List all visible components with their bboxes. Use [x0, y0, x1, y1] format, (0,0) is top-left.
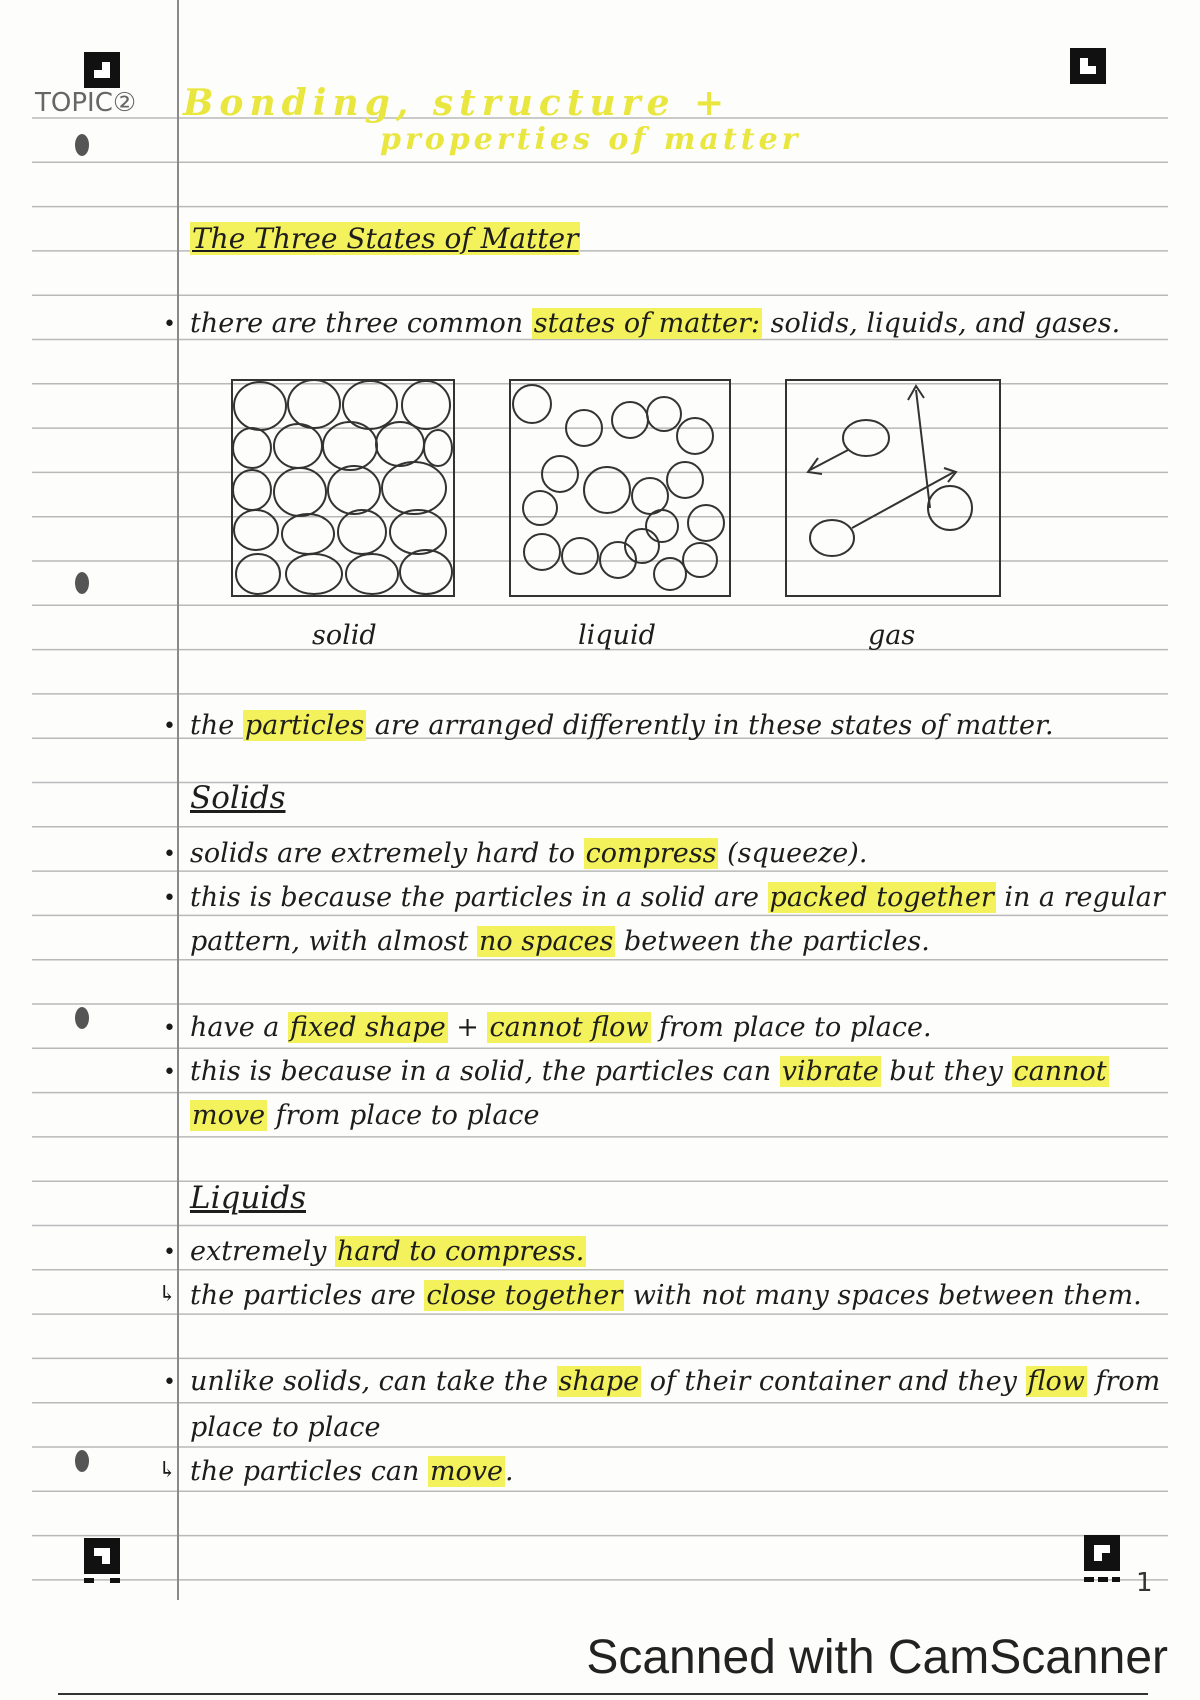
caption-liquid: liquid — [578, 620, 656, 651]
bullet-icon: • — [163, 886, 176, 911]
corner-marker-bottom-right — [1084, 1535, 1120, 1585]
liquids-line-1: extremely hard to compress. — [190, 1236, 585, 1267]
solids-heading: Solids — [190, 780, 286, 816]
liquid-particles — [513, 385, 724, 590]
caption-gas: gas — [868, 620, 916, 651]
intro-line: there are three common states of matter: solids, liquids, and gases. — [190, 308, 1121, 339]
liquid-box — [510, 380, 730, 596]
binder-hole-icon — [72, 132, 92, 158]
solid-particles — [233, 380, 452, 594]
bullet-icon: • — [163, 1016, 176, 1041]
bullet-icon: • — [163, 714, 176, 739]
bullet-icon: • — [163, 312, 176, 337]
liquids-line-2: the particles are close together with not many spaces between them. — [190, 1280, 1142, 1311]
binder-hole-icon — [72, 570, 92, 596]
topic-label: TOPIC② — [35, 88, 137, 118]
bullet-icon: • — [163, 1060, 176, 1085]
sub-arrow-icon: ↳ — [158, 1458, 177, 1483]
solid-box — [232, 380, 454, 596]
particles-line: the particles are arranged differently in these states of matter. — [190, 710, 1054, 741]
page-title-line1: Bonding, structure + — [183, 82, 731, 124]
solids-line-4: have a fixed shape + cannot flow from place to place. — [190, 1012, 932, 1043]
corner-marker-bottom-left — [84, 1538, 120, 1584]
bottom-rule — [58, 1692, 1148, 1696]
page-number: 1 — [1136, 1568, 1153, 1598]
corner-marker-top-left — [84, 52, 120, 88]
liquids-heading: Liquids — [190, 1180, 306, 1216]
sub-arrow-icon: ↳ — [158, 1282, 177, 1307]
page-title-line2: properties of matter — [380, 122, 802, 157]
gas-particles — [808, 386, 972, 556]
corner-marker-top-right — [1070, 48, 1106, 84]
bullet-icon: • — [163, 842, 176, 867]
states-of-matter-diagram — [230, 378, 1010, 600]
section-heading: The Three States of Matter — [192, 222, 579, 255]
bullet-icon: • — [163, 1370, 176, 1395]
caption-solid: solid — [312, 620, 377, 651]
solids-line-5: this is because in a solid, the particles can vibrate but they cannot — [190, 1056, 1107, 1087]
scanner-watermark: Scanned with CamScanner — [586, 1631, 1168, 1684]
liquids-line-5: the particles can move. — [190, 1456, 514, 1487]
solids-line-2: this is because the particles in a solid are packed together in a regular — [190, 882, 1165, 913]
binder-hole-icon — [72, 1005, 92, 1031]
liquids-line-4: place to place — [190, 1412, 381, 1443]
solids-line-3: pattern, with almost no spaces between the particles. — [190, 926, 930, 957]
binder-hole-icon — [72, 1448, 92, 1474]
bullet-icon: • — [163, 1240, 176, 1265]
liquids-line-3: unlike solids, can take the shape of their container and they flow from — [190, 1366, 1161, 1397]
solids-line-6: move from place to place — [192, 1100, 540, 1131]
solids-line-1: solids are extremely hard to compress (squeeze). — [190, 838, 868, 869]
gas-box — [786, 380, 1000, 596]
